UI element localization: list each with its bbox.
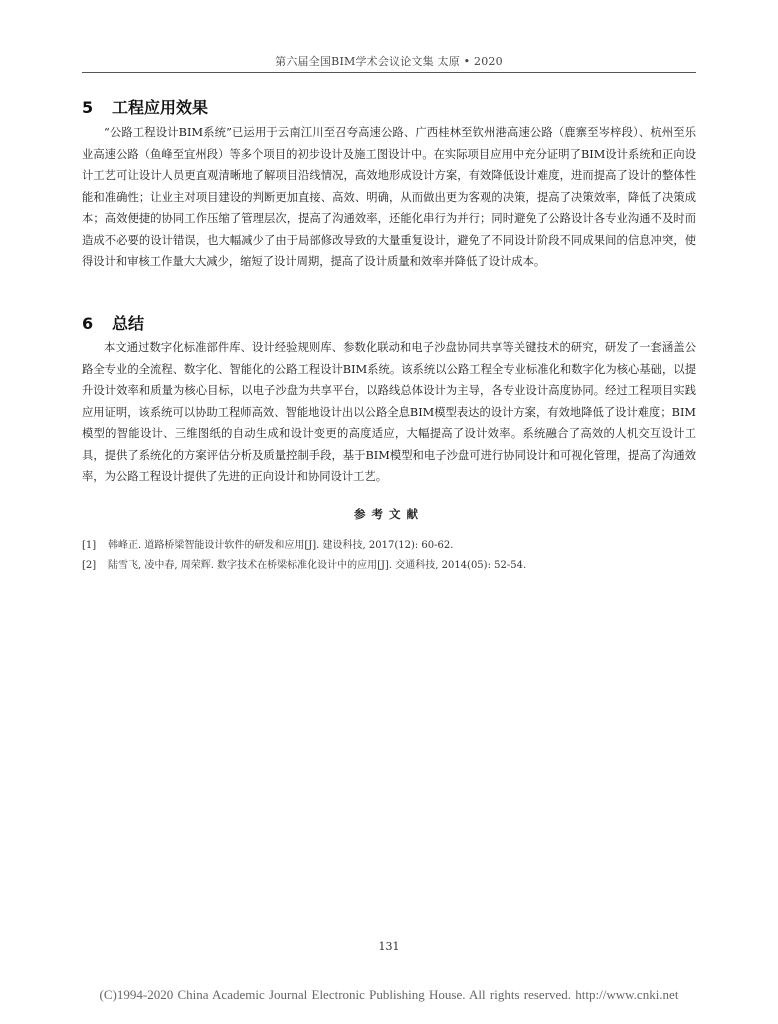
section-5-number: 5 xyxy=(82,98,94,117)
section-5-title: 工程应用效果 xyxy=(112,98,209,117)
page-number: 131 xyxy=(378,940,400,953)
reference-index: [1] xyxy=(82,540,97,551)
running-header: 第六届全国BIM学术会议论文集 太原 • 2020 xyxy=(275,55,503,68)
reference-text: 陆雪飞, 凌中春, 周荣辉. 数字技术在桥梁标准化设计中的应用[J]. 交通科技, 2014(05): 52-54. xyxy=(108,560,527,571)
section-5-heading xyxy=(82,95,208,118)
section-5-paragraph: “公路工程设计BIM系统”已运用于云南江川至召夸高速公路、广西桂林至钦州港高速公路（鹿寨至岑梓段）、杭州至乐业高速公路（鱼峰至宜州段）等多个项目的初步设计及施工图设计中。在实际项目应用中充分证明了BIM设计系统和正向设计工艺可让设计人员更直观清晰地了解项目沿线情况，高效地形成设计方案，有效降低设计难度，进而提高了设计的整体性能和准确性；让业主对项目建设的判断更加直接、高效、明确，从而做出更为客观的决策，提高了决策效率，降低了决策成本；高效便捷的协同工作压缩了管理层次，提高了沟通效率，还能化串行为并行；同时避免了公路设计各专业沟通不及时而造成不必要的设计错误，也大幅减少了由于局部修改导致的大量重复设计，避免了不同设计阶段不同成果间的信息冲突，使得设计和审核工作量大大减少，缩短了设计周期，提高了设计质量和效率并降低了设计成本。 xyxy=(82,126,696,268)
section-6-number: 6 xyxy=(82,314,94,333)
section-6-title: 总结 xyxy=(112,314,145,333)
reference-text: 韩峰正. 道路桥梁智能设计软件的研发和应用[J]. 建设科技, 2017(12): 60-62. xyxy=(108,540,454,551)
references-title: 参考文献 xyxy=(354,507,424,521)
reference-item xyxy=(82,556,696,571)
section-6-heading xyxy=(82,311,144,334)
reference-item xyxy=(82,536,696,551)
copyright-footer: (C)1994-2020 China Academic Journal Electronic Publishing House. All rights reserved. http://www.cnki.net xyxy=(99,987,679,1002)
reference-index: [2] xyxy=(82,560,97,571)
header-rule xyxy=(82,72,696,73)
section-6-paragraph: 本文通过数字化标准部件库、设计经验规则库、参数化联动和电子沙盘协同共享等关键技术的研究，研发了一套涵盖公路全专业的全流程、数字化、智能化的公路工程设计BIM系统。该系统以公路工程全专业标准化和数字化为核心基础，以提升设计效率和质量为核心目标，以电子沙盘为共享平台，以路线总体设计为主导，各专业设计高度协同。经过工程项目实践应用证明，该系统可以协助工程师高效、智能地设计出以公路全息BIM模型表达的设计方案，有效地降低了设计难度；BIM模型的智能设计、三维图纸的自动生成和设计变更的高度适应，大幅提高了设计效率。系统融合了高效的人机交互设计工具，提供了系统化的方案评估分析及质量控制手段，基于BIM模型和电子沙盘可进行协同设计和可视化管理，提高了沟通效率，为公路工程设计提供了先进的正向设计和协同设计工艺。 xyxy=(82,341,696,483)
